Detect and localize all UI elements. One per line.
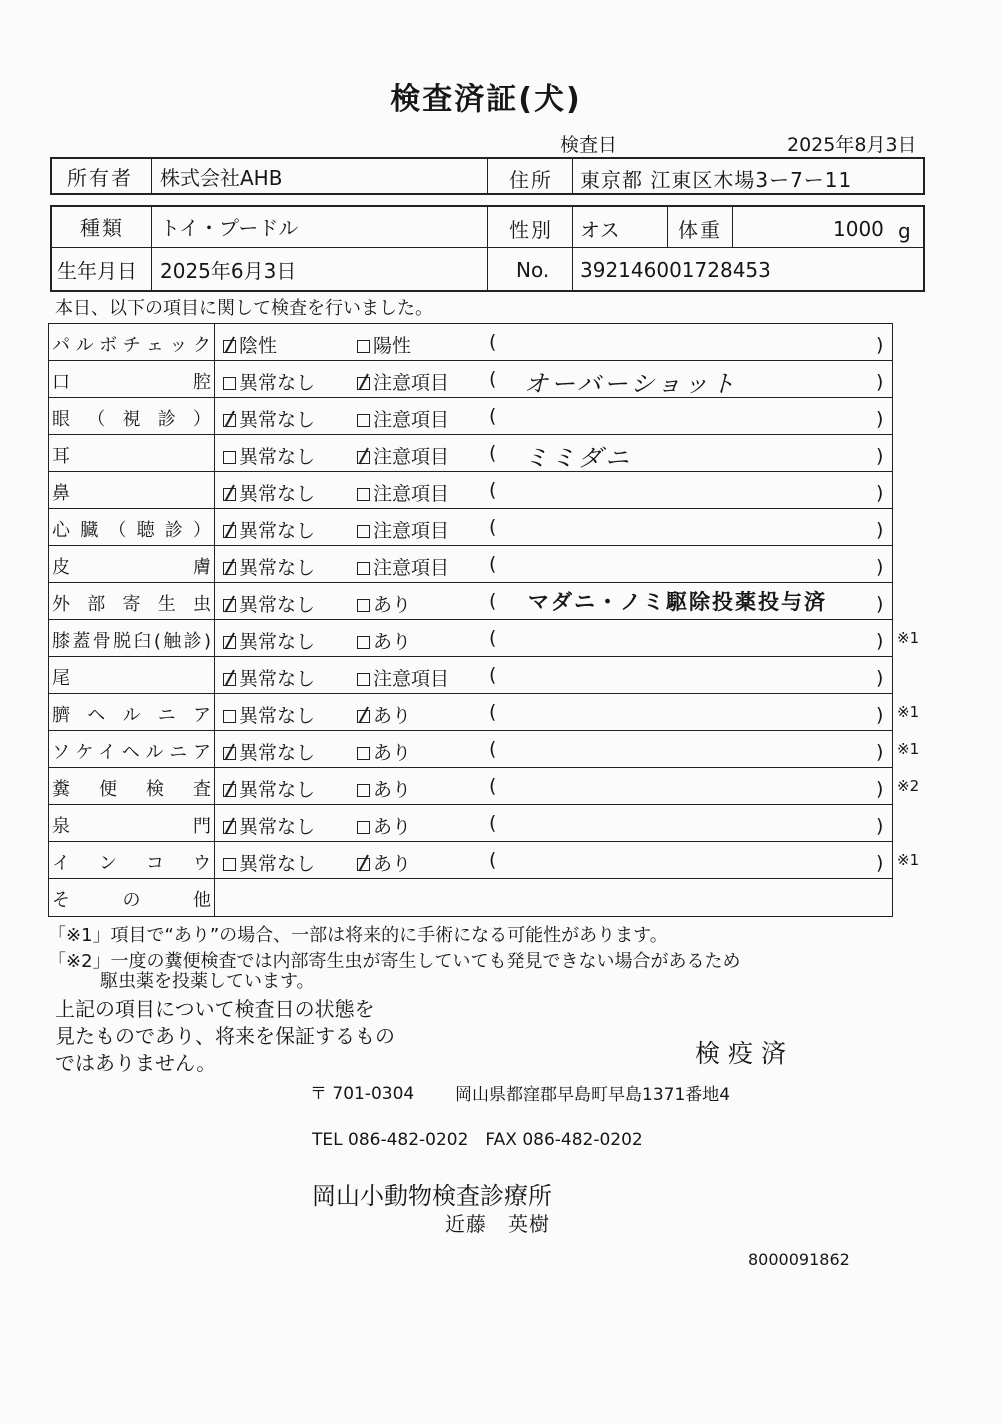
open-paren: (: [489, 812, 497, 834]
item-note: マダニ・ノミ駆除投薬投与済: [528, 590, 827, 614]
option-1-label: 陰性: [239, 335, 278, 357]
checkbox-option-2[interactable]: [357, 701, 411, 728]
checkbox-option-1[interactable]: [223, 331, 277, 358]
option-2-label: 陽性: [373, 335, 412, 357]
open-paren: (: [489, 738, 497, 760]
footnote-2b: 駆虫薬を投薬しています。: [100, 971, 315, 992]
weight-value: 1000: [833, 217, 884, 241]
option-2-label: あり: [373, 742, 412, 764]
breed-value: トイ・プードル: [160, 216, 299, 240]
open-paren: (: [489, 701, 497, 723]
sex-label: 性別: [509, 218, 553, 242]
close-paren: ): [876, 815, 884, 837]
close-paren: ): [876, 445, 884, 467]
checkbox-icon: [357, 710, 370, 723]
checkbox-icon: [357, 636, 370, 649]
item-name: 眼（視診）: [52, 409, 212, 430]
checkbox-option-1[interactable]: [223, 368, 315, 395]
checkbox-icon: [357, 821, 370, 834]
item-note: オーバーショット: [524, 370, 738, 398]
item-name: 臍ヘルニア: [52, 705, 212, 726]
checkbox-icon: [223, 377, 236, 390]
close-paren: ): [876, 593, 884, 615]
option-2-label: あり: [373, 779, 412, 801]
checkbox-option-2[interactable]: [357, 590, 411, 617]
option-2-label: 注意項目: [373, 557, 450, 579]
disclaimer-line-3: ではありません。: [55, 1051, 217, 1075]
open-paren: (: [489, 849, 497, 871]
address-label: 住所: [509, 168, 553, 192]
open-paren: (: [489, 331, 497, 353]
option-1-label: 異常なし: [239, 779, 316, 801]
checkbox-option-1[interactable]: [223, 442, 315, 469]
page-title: 検査済証(犬): [390, 82, 582, 117]
option-2-label: あり: [373, 594, 412, 616]
option-1-label: 異常なし: [239, 557, 316, 579]
checkbox-icon: [223, 414, 236, 427]
checkbox-icon: [357, 414, 370, 427]
close-paren: ): [876, 371, 884, 393]
option-2-label: 注意項目: [373, 409, 450, 431]
footnote-2: 「※2」一度の糞便検査では内部寄生虫が寄生していても発見できない場合があるため: [48, 951, 741, 972]
item-name: 鼻: [52, 483, 71, 504]
option-2-label: 注意項目: [373, 520, 450, 542]
option-1-label: 異常なし: [239, 816, 316, 838]
no-label: No.: [516, 258, 550, 282]
option-2-label: 注意項目: [373, 668, 450, 690]
checkbox-option-2[interactable]: [357, 738, 411, 765]
checkbox-icon: [357, 858, 370, 871]
no-value: 392146001728453: [580, 258, 771, 282]
checkbox-option-2[interactable]: [357, 849, 411, 876]
close-paren: ): [876, 482, 884, 504]
item-footnote-mark: ※1: [897, 851, 920, 869]
option-1-label: 異常なし: [239, 742, 316, 764]
open-paren: (: [489, 664, 497, 686]
quarantine-stamp: 検疫済: [695, 1039, 795, 1068]
checkbox-icon: [357, 488, 370, 501]
close-paren: ): [876, 741, 884, 763]
checkbox-option-1[interactable]: [223, 405, 315, 432]
open-paren: (: [489, 590, 497, 612]
option-2-label: あり: [373, 853, 412, 875]
option-2-label: あり: [373, 705, 412, 727]
checkbox-option-2[interactable]: [357, 331, 411, 358]
open-paren: (: [489, 627, 497, 649]
checkbox-icon: [357, 377, 370, 390]
close-paren: ): [876, 408, 884, 430]
item-name: 口 腔: [52, 372, 212, 393]
checkbox-icon: [223, 784, 236, 797]
option-1-label: 異常なし: [239, 668, 316, 690]
checkbox-icon: [357, 451, 370, 464]
item-footnote-mark: ※1: [897, 740, 920, 758]
checkbox-option-2[interactable]: [357, 812, 411, 839]
open-paren: (: [489, 479, 497, 501]
breed-label: 種類: [80, 216, 124, 240]
checkbox-icon: [223, 562, 236, 575]
close-paren: ): [876, 519, 884, 541]
close-paren: ): [876, 556, 884, 578]
disclaimer-line-1: 上記の項目について検査日の状態を: [55, 997, 375, 1021]
checkbox-option-1[interactable]: [223, 738, 315, 765]
item-name: 耳: [52, 446, 71, 467]
birth-value: 2025年6月3日: [160, 259, 297, 283]
item-name: 心臓（聴診）: [52, 520, 212, 541]
option-2-label: 注意項目: [373, 446, 450, 468]
checkbox-icon: [357, 747, 370, 760]
checkbox-icon: [357, 784, 370, 797]
checkbox-icon: [223, 340, 236, 353]
checkbox-option-1[interactable]: [223, 590, 315, 617]
checkbox-icon: [223, 451, 236, 464]
item-footnote-mark: ※1: [897, 629, 920, 647]
checkbox-icon: [357, 599, 370, 612]
item-name: 外部寄生虫: [52, 594, 212, 615]
checkbox-icon: [223, 858, 236, 871]
intro-text: 本日、以下の項目に関して検査を行いました。: [55, 298, 433, 319]
option-1-label: 異常なし: [239, 520, 316, 542]
item-name: 尾: [52, 668, 71, 689]
option-1-label: 異常なし: [239, 409, 316, 431]
checkbox-option-2[interactable]: [357, 405, 449, 432]
option-1-label: 異常なし: [239, 594, 316, 616]
close-paren: ): [876, 778, 884, 800]
exam-date-label: 検査日: [560, 134, 618, 156]
option-1-label: 異常なし: [239, 631, 316, 653]
close-paren: ): [876, 667, 884, 689]
item-name: 糞便検査: [52, 779, 212, 800]
item-name: 皮 膚: [52, 557, 212, 578]
item-footnote-mark: ※1: [897, 703, 920, 721]
option-1-label: 異常なし: [239, 372, 316, 394]
open-paren: (: [489, 516, 497, 538]
owner-label: 所有者: [67, 166, 133, 190]
close-paren: ): [876, 704, 884, 726]
item-name: インコウ: [52, 853, 212, 874]
close-paren: ): [876, 334, 884, 356]
checkbox-icon: [223, 710, 236, 723]
checkbox-option-2[interactable]: [357, 368, 449, 395]
item-note: ミミダニ: [524, 444, 632, 472]
clinic-name: 岡山小動物検査診療所: [312, 1182, 552, 1210]
checkbox-option-1[interactable]: [223, 664, 315, 691]
item-name: パルボチェック: [52, 335, 212, 356]
checkbox-icon: [223, 747, 236, 760]
sex-value: オス: [580, 218, 620, 242]
checkbox-icon: [223, 636, 236, 649]
exam-date: 2025年8月3日: [787, 134, 917, 156]
checkbox-option-2[interactable]: [357, 775, 411, 802]
checkbox-option-1[interactable]: [223, 849, 315, 876]
document-number: 8000091862: [748, 1250, 850, 1269]
checkbox-option-1[interactable]: [223, 553, 315, 580]
checkbox-option-2[interactable]: [357, 664, 449, 691]
other-label: その他: [52, 890, 212, 911]
checkbox-icon: [223, 821, 236, 834]
checkbox-icon: [223, 599, 236, 612]
option-1-label: 異常なし: [239, 853, 316, 875]
checkbox-option-1[interactable]: [223, 479, 315, 506]
disclaimer-line-2: 見たものであり、将来を保証するもの: [55, 1024, 395, 1048]
checkbox-icon: [357, 525, 370, 538]
checkbox-icon: [223, 673, 236, 686]
open-paren: (: [489, 405, 497, 427]
option-2-label: 注意項目: [373, 483, 450, 505]
open-paren: (: [489, 368, 497, 390]
weight-label: 体重: [678, 218, 722, 242]
item-name: ソケイヘルニア: [52, 742, 212, 763]
checkbox-option-1[interactable]: [223, 627, 315, 654]
checkbox-option-2[interactable]: [357, 442, 449, 469]
tel-fax: TEL 086-482-0202 FAX 086-482-0202: [312, 1130, 643, 1150]
owner-value: 株式会社AHB: [160, 166, 283, 190]
open-paren: (: [489, 553, 497, 575]
checkbox-option-1[interactable]: [223, 775, 315, 802]
option-2-label: あり: [373, 816, 412, 838]
checkbox-icon: [357, 673, 370, 686]
item-footnote-mark: ※2: [897, 777, 920, 795]
weight-unit: g: [898, 219, 911, 243]
option-1-label: 異常なし: [239, 705, 316, 727]
close-paren: ): [876, 630, 884, 652]
checkbox-option-1[interactable]: [223, 516, 315, 543]
birth-label: 生年月日: [57, 259, 137, 283]
item-name: 膝蓋骨脱臼(触診): [52, 631, 212, 652]
checkbox-icon: [357, 562, 370, 575]
close-paren: ): [876, 852, 884, 874]
open-paren: (: [489, 442, 497, 464]
option-2-label: あり: [373, 631, 412, 653]
vet-name: 近藤 英樹: [445, 1212, 550, 1236]
checkbox-icon: [223, 525, 236, 538]
checkbox-option-2[interactable]: [357, 627, 411, 654]
checkbox-option-2[interactable]: [357, 516, 449, 543]
option-1-label: 異常なし: [239, 483, 316, 505]
checkbox-option-1[interactable]: [223, 812, 315, 839]
checkbox-option-1[interactable]: [223, 701, 315, 728]
item-name: 泉 門: [52, 816, 212, 837]
postal-code: 〒 701-0304: [310, 1084, 415, 1104]
option-1-label: 異常なし: [239, 446, 316, 468]
open-paren: (: [489, 775, 497, 797]
option-2-label: 注意項目: [373, 372, 450, 394]
checkbox-icon: [223, 488, 236, 501]
checkbox-option-2[interactable]: [357, 479, 449, 506]
checkbox-icon: [357, 340, 370, 353]
disclaimer: [55, 996, 395, 1077]
footnote-1: 「※1」項目で“あり”の場合、一部は将来的に手術になる可能性があります。: [48, 925, 668, 946]
clinic-address: 岡山県都窪郡早島町早島1371番地4: [455, 1085, 731, 1105]
checkbox-option-2[interactable]: [357, 553, 449, 580]
address-value: 東京都 江東区木場3ー7ー11: [580, 168, 853, 192]
